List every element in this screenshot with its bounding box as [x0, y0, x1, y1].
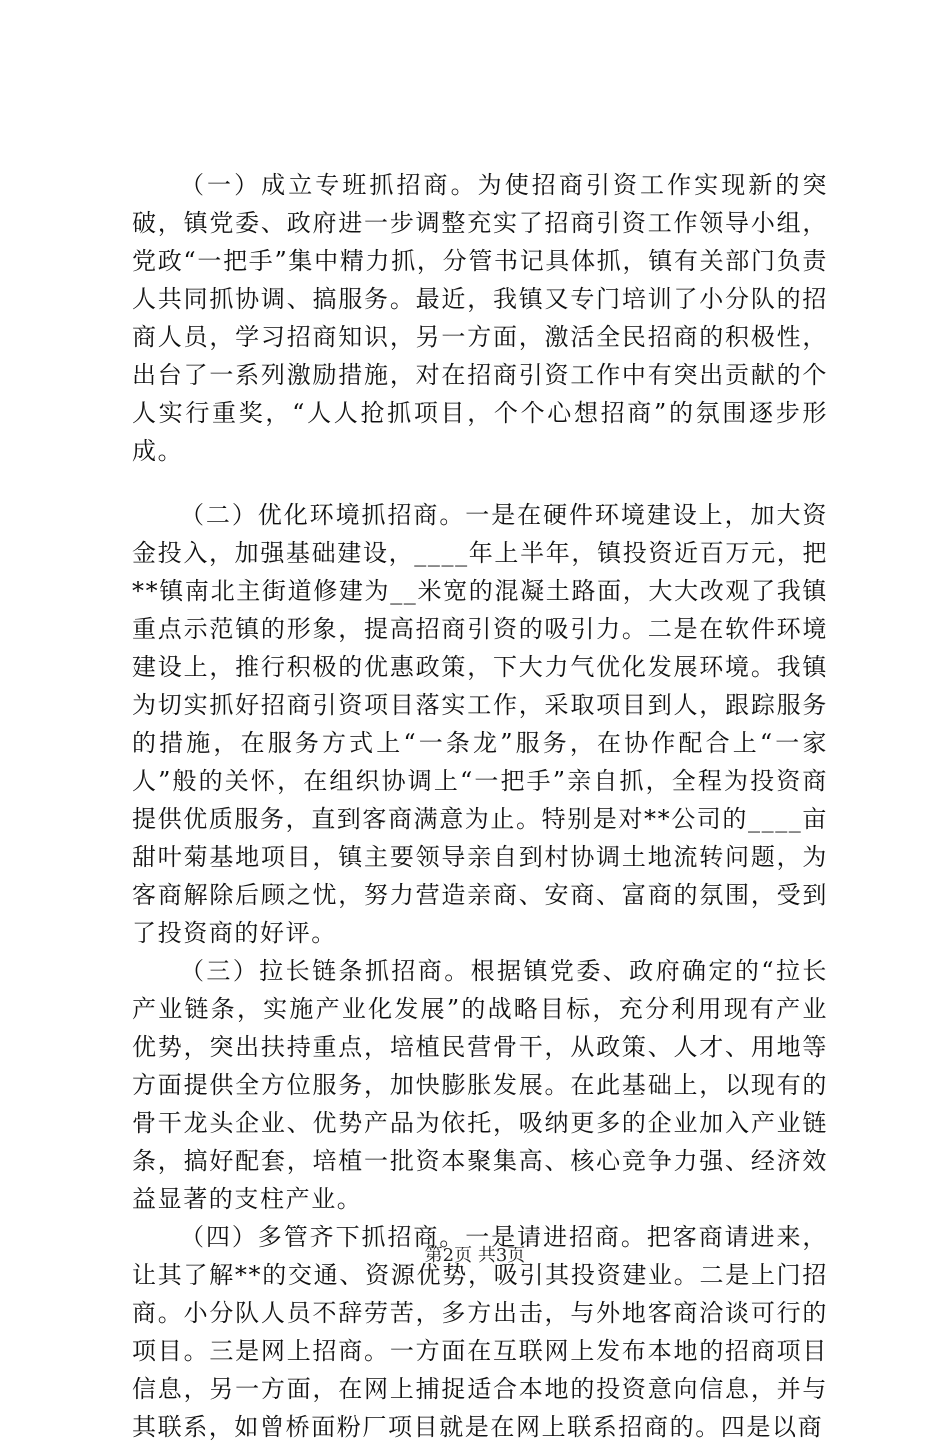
paragraph-3: （三）拉长链条抓招商。根据镇党委、政府确定的“拉长产业链条，实施产业化发展”的战略目标，充分利用现有产业优势，突出扶持重点，培植民营骨干，从政策、人才、用地等方面提供全方位服务，加快膨胀发展。在此基础上，以现有的骨干龙头企业、优势产品为依托，吸纳更多的企业加入产业链条，搞好配套，培植一批资本聚集高、核心竞争力强、经济效益显著的支柱产业。	[132, 957, 828, 1213]
paragraph-1: （一）成立专班抓招商。为使招商引资工作实现新的突破，镇党委、政府进一步调整充实了招商引资工作领导小组，党政“一把手”集中精力抓，分管书记具体抓，镇有关部门负责人共同抓协调、搞服务。最近，我镇又专门培训了小分队的招商人员，学习招商知识，另一方面，激活全民招商的积极性，出台了一系列激励措施，对在招商引资工作中有突出贡献的个人实行重奖，“人人抢抓项目，个个心想招商”的氛围逐步形成。	[132, 171, 828, 465]
page-footer: 第2页 共3页	[424, 1245, 526, 1266]
paragraph-4: （四）多管齐下抓招商。一是请进招商。把客商请进来，让其了解**的交通、资源优势，吸引其投资建业。二是上门招商。小分队人员不辞劳苦，多方出击，与外地客商洽谈可行的项目。三是网上招商。一方面在互联网上发布本地的招商项目信息，另一方面，在网上捕捉适合本地的投资意向信息，并与其联系，如曾桥面粉厂项目就是在网上联系招商的。四是以商	[132, 1223, 828, 1441]
paragraph-2: （二）优化环境抓招商。一是在硬件环境建设上，加大资金投入，加强基础建设，____年上半年，镇投资近百万元，把**镇南北主街道修建为__米宽的混凝土路面，大大改观了我镇重点示范镇的形象，提高招商引资的吸引力。二是在软件环境建设上，推行积极的优惠政策，下大力气优化发展环境。我镇为切实抓好招商引资项目落实工作，采取项目到人，跟踪服务的措施，在服务方式上“一条龙”服务，在协作配合上“一家人”般的关怀，在组织协调上“一把手”亲自抓，全程为投资商提供优质服务，直到客商满意为止。特别是对**公司的____亩甜叶菊基地项目，镇主要领导亲自到村协调土地流转问题，为客商解除后顾之忧，努力营造亲商、安商、富商的氛围，受到了投资商的好评。	[132, 501, 828, 947]
